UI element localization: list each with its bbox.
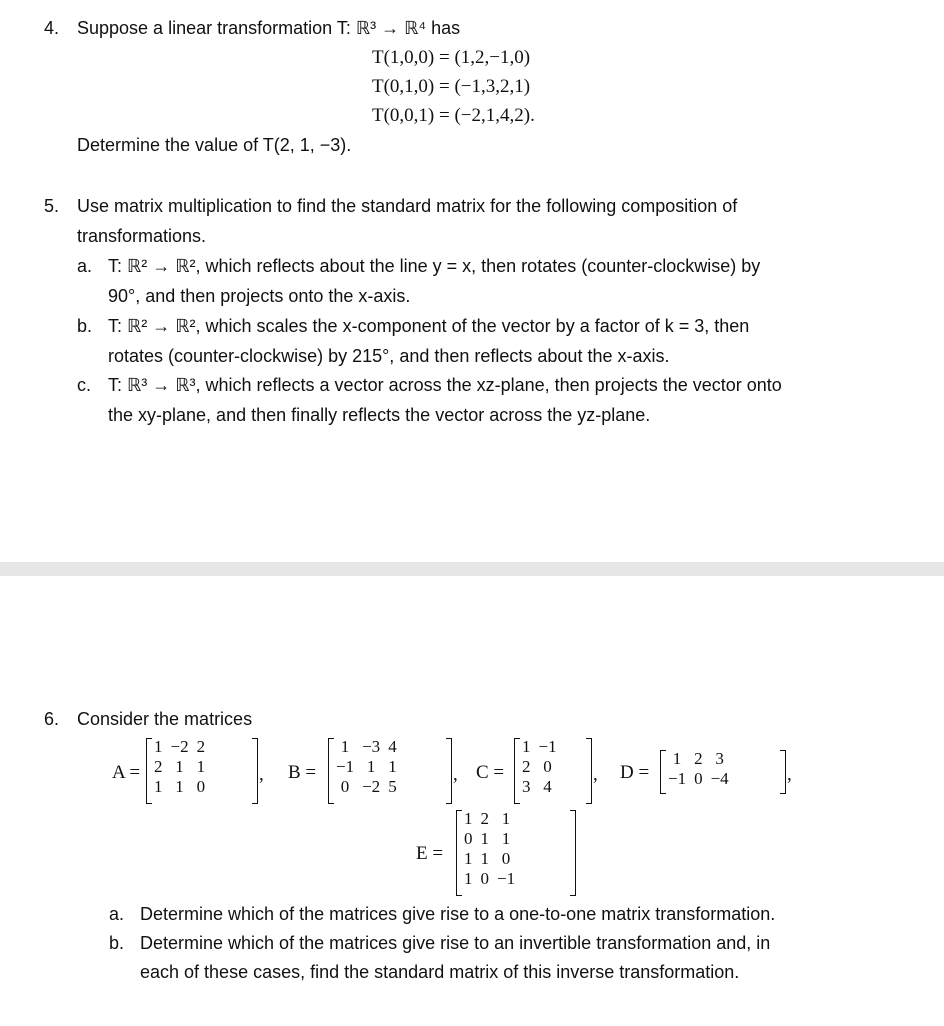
matrix-b-row bbox=[332, 777, 401, 797]
q4-intro: Suppose a linear transformation T: ℝ³ → ℝ⁴ has bbox=[77, 18, 461, 38]
matrix-a bbox=[150, 737, 209, 797]
matrix-b-cell: 0 bbox=[340, 777, 350, 796]
matrix-a-row bbox=[150, 737, 209, 757]
matrix-d-label: D = bbox=[620, 762, 650, 783]
matrix-b-right-bracket bbox=[446, 738, 452, 804]
matrix-d-right-bracket bbox=[780, 750, 786, 794]
matrix-b-row bbox=[332, 757, 401, 777]
matrix-e-cell: 1 bbox=[464, 869, 473, 888]
matrix-c-cell: 2 bbox=[522, 757, 531, 776]
matrix-c-label: C = bbox=[476, 762, 505, 783]
matrix-a-cell: 1 bbox=[154, 737, 163, 756]
q4-number: 4. bbox=[44, 18, 60, 38]
matrix-a-right-bracket bbox=[252, 738, 258, 804]
matrix-d-cell: −4 bbox=[710, 769, 729, 788]
matrix-d-row bbox=[664, 769, 733, 789]
q5c-label: c. bbox=[77, 375, 92, 395]
matrix-d-comma: , bbox=[787, 764, 792, 785]
matrix-e-right-bracket bbox=[570, 810, 576, 896]
matrix-e-cell: 0 bbox=[480, 869, 489, 888]
matrix-d-cell: −1 bbox=[668, 769, 687, 788]
matrix-c-cell: −1 bbox=[538, 737, 557, 756]
matrix-e-cell: −1 bbox=[497, 869, 516, 888]
q5a-line1: T: ℝ² → ℝ², which reflects about the line y = x, then rotates (counter-clockwise) by bbox=[108, 256, 761, 276]
matrix-a-cell: 0 bbox=[196, 777, 206, 796]
q5-line2: transformations. bbox=[77, 226, 207, 246]
matrix-a-comma: , bbox=[259, 764, 264, 785]
matrix-e bbox=[460, 809, 519, 889]
matrix-e-row bbox=[460, 849, 519, 869]
matrix-b bbox=[332, 737, 401, 797]
matrix-a-cell: 1 bbox=[175, 757, 184, 776]
matrix-e-cell: 1 bbox=[501, 829, 511, 848]
q6b-line2: each of these cases, find the standard matrix of this inverse transformation. bbox=[140, 962, 740, 982]
matrix-c-cell: 3 bbox=[522, 777, 531, 796]
matrix-b-comma: , bbox=[453, 764, 458, 785]
q6b-label: b. bbox=[109, 933, 125, 953]
matrix-d-cell: 1 bbox=[672, 749, 682, 768]
matrix-c bbox=[518, 737, 561, 797]
q5-line1: Use matrix multiplication to find the standard matrix for the following composition of bbox=[77, 196, 738, 216]
matrix-e-cell: 1 bbox=[501, 809, 511, 828]
matrix-c-right-bracket bbox=[586, 738, 592, 804]
q5b-line2: rotates (counter-clockwise) by 215°, and then reflects about the x-axis. bbox=[108, 346, 670, 366]
q5-number: 5. bbox=[44, 196, 60, 216]
matrix-b-cell: 4 bbox=[388, 737, 397, 756]
q4-task: Determine the value of T(2, 1, −3). bbox=[77, 135, 352, 155]
section-divider bbox=[0, 562, 944, 576]
matrix-b-label: B = bbox=[288, 762, 317, 783]
matrix-c-row bbox=[518, 757, 561, 777]
matrix-a-row bbox=[150, 757, 209, 777]
matrix-e-row bbox=[460, 869, 519, 889]
matrix-a-cell: 1 bbox=[196, 757, 206, 776]
q6a-text: Determine which of the matrices give rise to a one-to-one matrix transformation. bbox=[140, 904, 776, 924]
matrix-b-cell: 5 bbox=[388, 777, 397, 796]
q4-eq1: T(1,0,0) = (1,2,−1,0) bbox=[372, 47, 531, 68]
matrix-d-row bbox=[664, 749, 733, 769]
matrix-e-row bbox=[460, 809, 519, 829]
q5a-line2: 90°, and then projects onto the x-axis. bbox=[108, 286, 411, 306]
matrix-e-cell: 1 bbox=[480, 849, 489, 868]
q5b-line1: T: ℝ² → ℝ², which scales the x-component of the vector by a factor of k = 3, then bbox=[108, 316, 750, 336]
matrix-c-cell: 4 bbox=[543, 777, 552, 796]
matrix-d-cell: 2 bbox=[694, 749, 703, 768]
matrix-e-cell: 1 bbox=[464, 849, 473, 868]
matrix-b-cell: −1 bbox=[336, 757, 355, 776]
matrix-a-cell: 1 bbox=[154, 777, 163, 796]
matrix-c-row bbox=[518, 777, 561, 797]
matrix-a-cell: −2 bbox=[170, 737, 189, 756]
matrix-e-label: E = bbox=[416, 843, 444, 864]
q4-eq3: T(0,0,1) = (−2,1,4,2). bbox=[372, 105, 535, 126]
matrix-b-cell: 1 bbox=[366, 757, 376, 776]
q6b-line1: Determine which of the matrices give rise to an invertible transformation and, in bbox=[140, 933, 771, 953]
matrix-e-cell: 2 bbox=[480, 809, 489, 828]
matrix-a-cell: 1 bbox=[175, 777, 184, 796]
q5c-line1: T: ℝ³ → ℝ³, which reflects a vector across the xz-plane, then projects the vector onto bbox=[108, 375, 782, 395]
q6-number: 6. bbox=[44, 709, 60, 729]
q5c-line2: the xy-plane, and then finally reflects the vector across the yz-plane. bbox=[108, 405, 651, 425]
matrix-d bbox=[664, 749, 733, 789]
matrix-b-cell: −2 bbox=[362, 777, 381, 796]
q5a-label: a. bbox=[77, 256, 93, 276]
q4-eq2: T(0,1,0) = (−1,3,2,1) bbox=[372, 76, 531, 97]
matrix-d-cell: 3 bbox=[715, 749, 724, 768]
matrix-d-cell: 0 bbox=[694, 769, 703, 788]
matrix-c-cell: 1 bbox=[522, 737, 531, 756]
matrix-b-cell: 1 bbox=[340, 737, 350, 756]
matrix-e-cell: 1 bbox=[464, 809, 473, 828]
matrix-e-cell: 0 bbox=[501, 849, 511, 868]
matrix-c-cell: 0 bbox=[543, 757, 552, 776]
matrix-a-cell: 2 bbox=[196, 737, 206, 756]
matrix-c-comma: , bbox=[593, 764, 598, 785]
matrix-e-cell: 1 bbox=[480, 829, 489, 848]
matrix-b-cell: 1 bbox=[388, 757, 397, 776]
matrix-a-row bbox=[150, 777, 209, 797]
matrix-a-label: A = bbox=[112, 762, 141, 783]
matrix-e-cell: 0 bbox=[464, 829, 473, 848]
q5b-label: b. bbox=[77, 316, 93, 336]
matrix-b-row bbox=[332, 737, 401, 757]
matrix-b-cell: −3 bbox=[362, 737, 381, 756]
matrix-e-row bbox=[460, 829, 519, 849]
q6a-label: a. bbox=[109, 904, 125, 924]
matrix-c-row bbox=[518, 737, 561, 757]
q6-intro: Consider the matrices bbox=[77, 709, 253, 729]
matrix-a-cell: 2 bbox=[154, 757, 163, 776]
